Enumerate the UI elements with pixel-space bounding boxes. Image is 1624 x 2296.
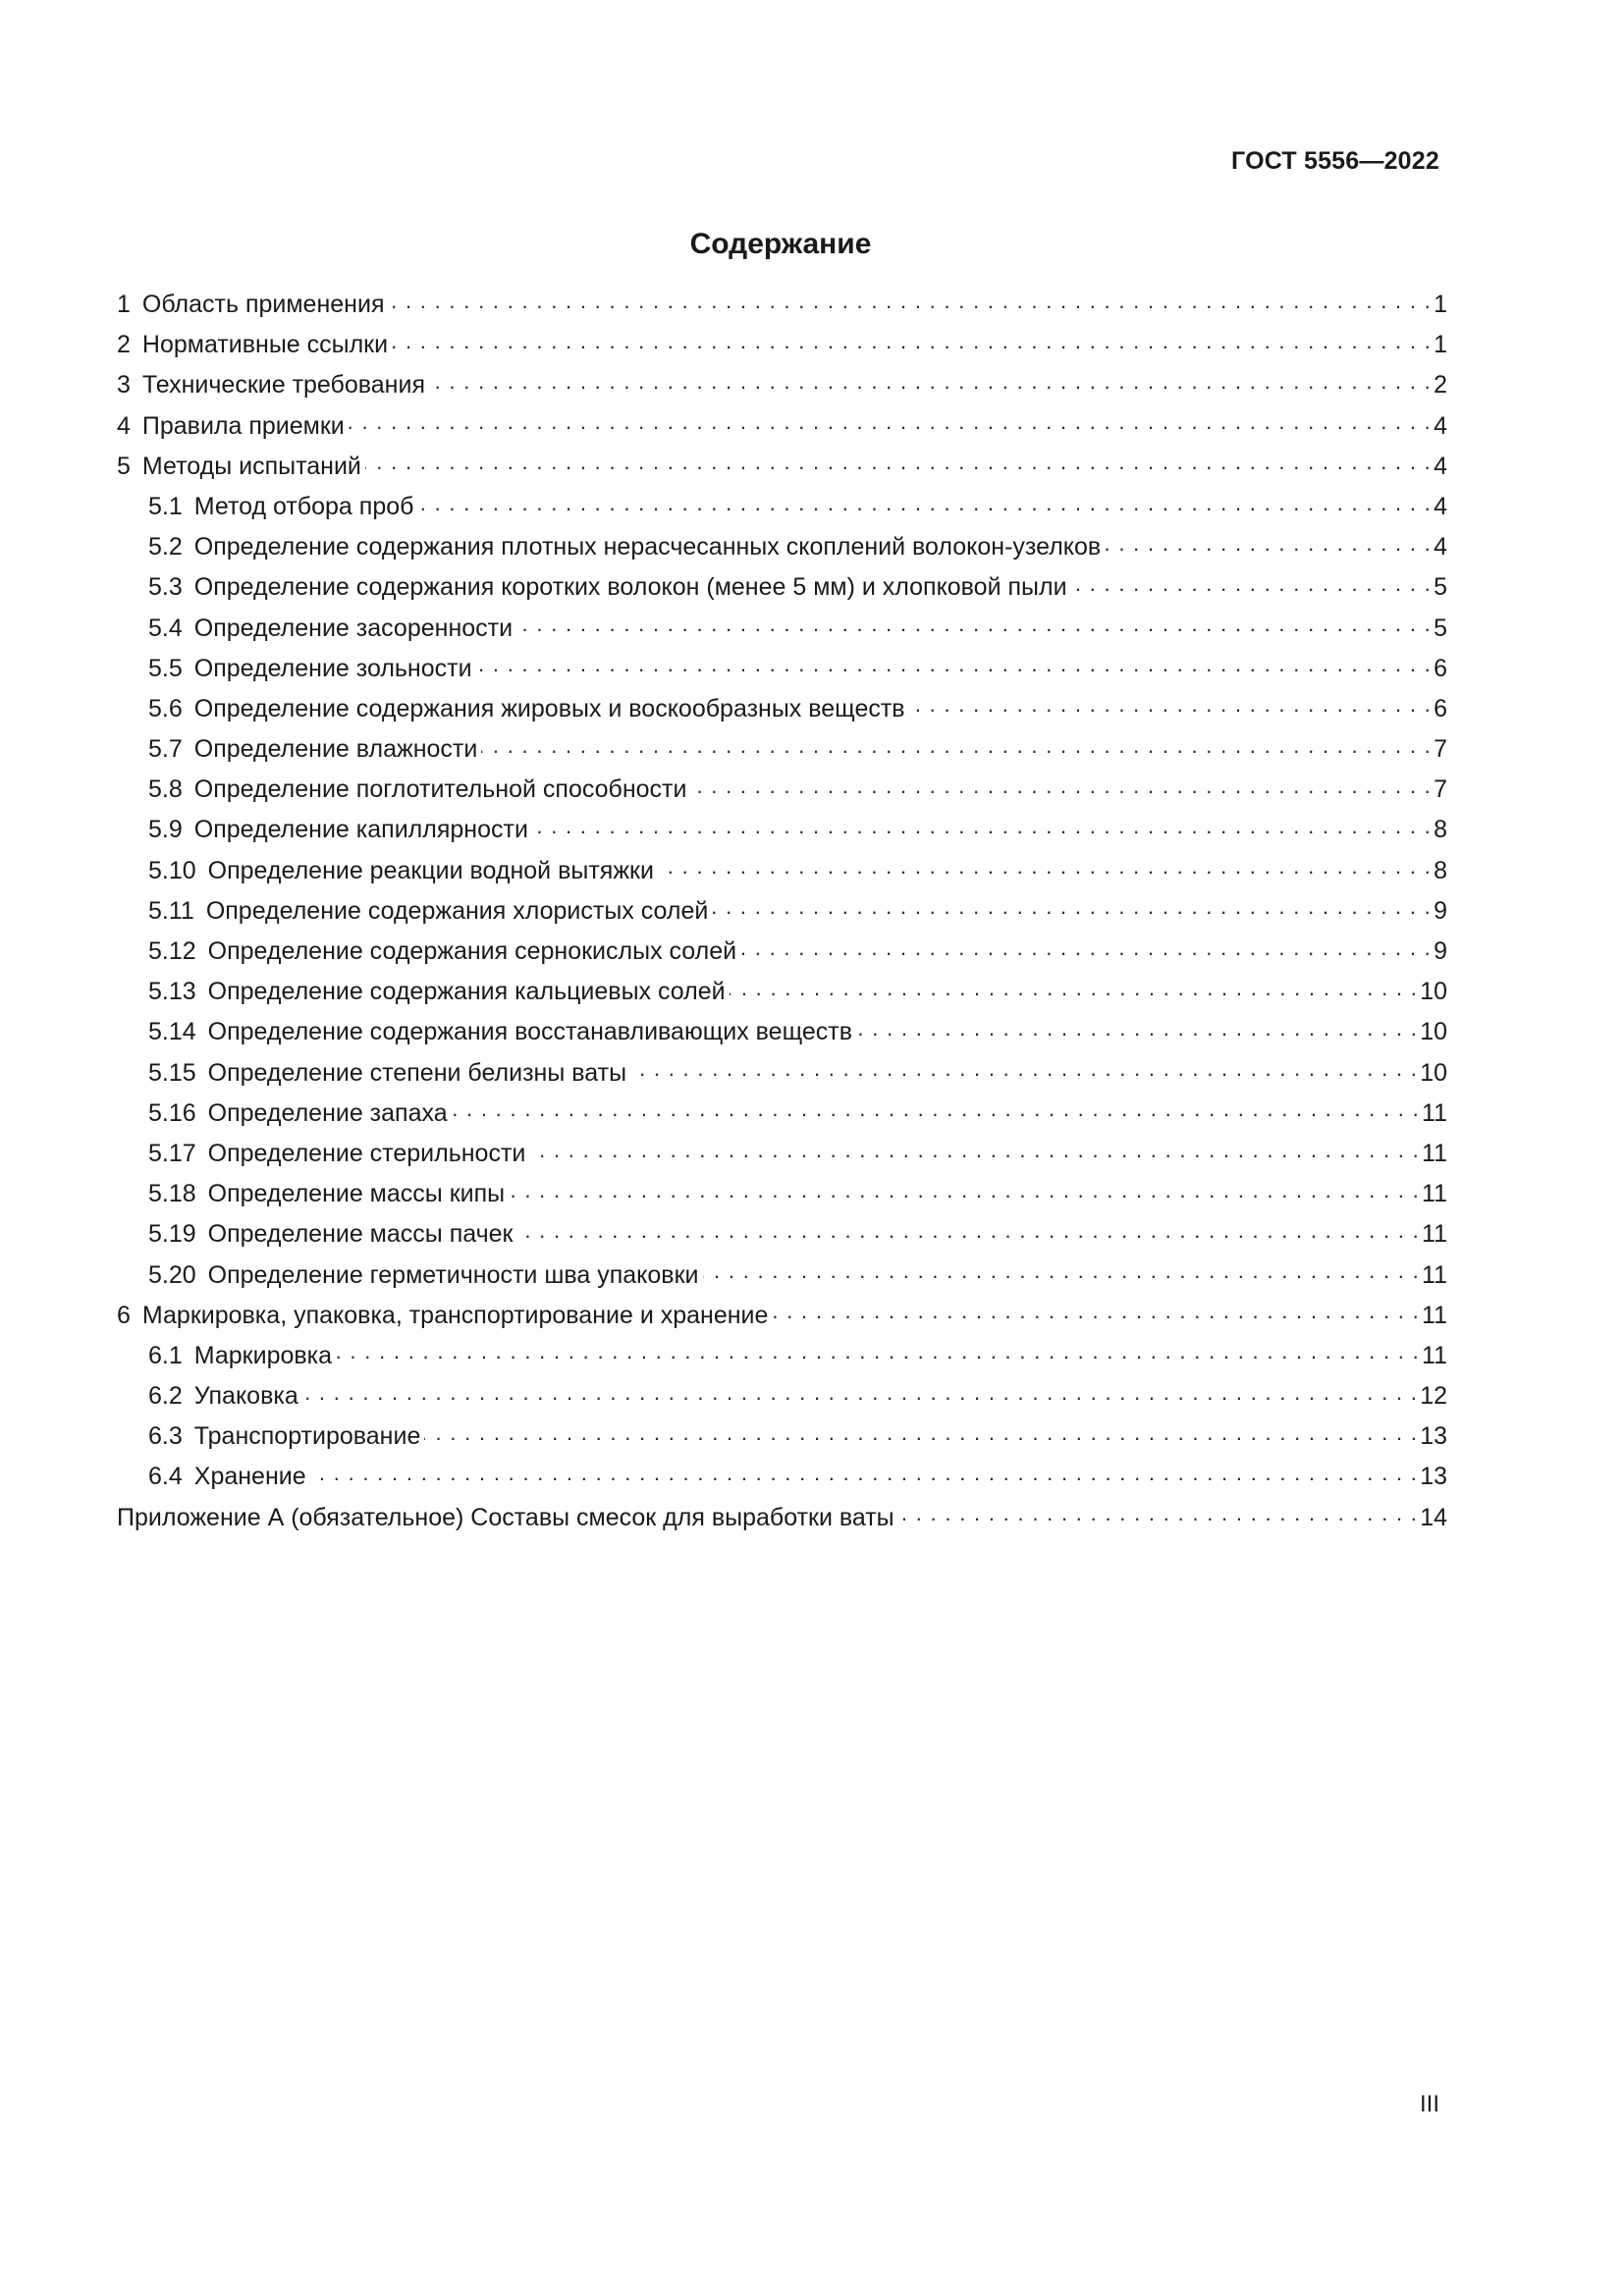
toc-entry-label-group: [148, 729, 477, 770]
toc-dot-leader: [349, 416, 1432, 436]
toc-entry-title: Хранение: [193, 1463, 306, 1491]
toc-dot-leader: [703, 1265, 1421, 1285]
toc-entry[interactable]: [117, 406, 1447, 447]
toc-entry-number: 5.20: [148, 1260, 196, 1289]
toc-dot-leader: [365, 456, 1432, 476]
toc-entry-page: 14: [1420, 1503, 1447, 1531]
toc-entry-number: 5.18: [148, 1180, 196, 1208]
toc-entry-label-group: [148, 1053, 626, 1094]
toc-entry-page: 6: [1434, 654, 1447, 682]
toc-dot-leader: [1071, 578, 1433, 598]
toc-entry-number: 4: [117, 411, 131, 440]
toc-entry-label-group: [117, 325, 388, 365]
toc-dot-leader: [532, 821, 1432, 840]
toc-entry[interactable]: [117, 810, 1447, 850]
toc-dot-leader: [424, 1427, 1418, 1447]
toc-entry-title: Определение стерильности: [207, 1139, 526, 1167]
toc-entry-page: 4: [1434, 533, 1447, 561]
toc-entry-page: 11: [1422, 1180, 1447, 1208]
toc-entry[interactable]: [117, 851, 1447, 891]
toc-dot-leader: [417, 498, 1432, 517]
toc-entry-page: 12: [1420, 1382, 1447, 1411]
toc-entry[interactable]: [117, 1336, 1447, 1376]
toc-entry-label-group: [148, 487, 413, 527]
toc-entry-page: 7: [1434, 735, 1447, 764]
toc-dot-leader: [481, 740, 1432, 760]
toc-entry[interactable]: [117, 447, 1447, 487]
toc-entry-title: Метод отбора проб: [193, 492, 414, 520]
toc-entry-page: 11: [1422, 1301, 1447, 1329]
toc-dot-leader: [452, 1103, 1420, 1123]
toc-appendix-entry[interactable]: [117, 1498, 1447, 1538]
toc-entry-label-group: [148, 609, 513, 649]
toc-entry[interactable]: [117, 285, 1447, 325]
document-code: ГОСТ 5556—2022: [1231, 147, 1439, 175]
toc-entry[interactable]: [117, 609, 1447, 649]
toc-entry[interactable]: [117, 1416, 1447, 1457]
toc-entry-title: Определение содержания коротких волокон (менее 5 мм) и хлопковой пыли: [193, 573, 1067, 602]
toc-entry[interactable]: [117, 891, 1447, 932]
toc-entry-label-group: [148, 689, 905, 729]
toc-entry-number: 5.11: [148, 896, 194, 925]
toc-entry-title: Определение содержания кальциевых солей: [207, 978, 726, 1006]
toc-entry-number: 5.14: [148, 1018, 196, 1046]
toc-entry-number: 5.3: [148, 573, 183, 602]
toc-dot-leader: [509, 1185, 1420, 1204]
toc-entry-title: Определение массы пачек: [207, 1220, 514, 1249]
toc-dot-leader: [712, 901, 1432, 921]
toc-dot-leader: [476, 659, 1433, 678]
toc-entry-title: Определение реакции водной вытяжки: [207, 856, 654, 884]
toc-entry-title: Определение поглотительной способности: [193, 775, 687, 804]
toc-entry-label-group: [148, 1094, 448, 1134]
toc-entry-number: 1: [117, 291, 131, 318]
toc-entry-page: 13: [1420, 1422, 1447, 1451]
toc-entry-page: 10: [1420, 1058, 1447, 1087]
toc-entry-page: 2: [1434, 371, 1447, 400]
toc-dot-leader: [388, 295, 1432, 315]
toc-dot-leader: [690, 780, 1432, 800]
toc-entry-title: Приложение А (обязательное) Составы смесок для выработки ваты: [117, 1503, 894, 1531]
toc-entry-number: 5.1: [148, 492, 183, 520]
toc-entry-number: 5.12: [148, 937, 196, 965]
toc-entry-number: 6: [117, 1301, 131, 1329]
toc-dot-leader: [1105, 538, 1432, 558]
toc-entry-title: Определение капиллярности: [193, 816, 528, 844]
toc-entry-label-group: [148, 770, 686, 810]
page-number: III: [1419, 2091, 1439, 2117]
toc-entry-page: 1: [1434, 331, 1447, 359]
toc-entry-title: Нормативные ссылки: [141, 331, 389, 359]
toc-entry[interactable]: [117, 487, 1447, 527]
toc-entry-page: 4: [1434, 492, 1447, 520]
toc-entry[interactable]: [117, 325, 1447, 365]
toc-dot-leader: [730, 983, 1419, 1002]
toc-entry-title: Определение содержания жировых и воскообразных веществ: [193, 694, 905, 722]
toc-entry-page: 7: [1434, 775, 1447, 804]
toc-entry-title: Технические требования: [141, 371, 425, 400]
toc-entry-label-group: [148, 1012, 852, 1052]
toc-entry-number: 2: [117, 331, 131, 359]
toc-entry-title: Определение содержания восстанавливающих веществ: [207, 1018, 853, 1046]
toc-entry-label-group: [148, 1376, 298, 1416]
toc-entry-label-group: [117, 1296, 768, 1336]
toc-entry-number: 5.13: [148, 978, 196, 1006]
toc-entry-title: Область применения: [141, 291, 385, 318]
toc-entry-title: Маркировка, упаковка, транспортирование и хранение: [141, 1301, 769, 1329]
toc-entry-label-group: [148, 810, 528, 850]
toc-entry-title: Упаковка: [193, 1382, 298, 1411]
toc-entry[interactable]: [117, 770, 1447, 810]
toc-dot-leader: [772, 1306, 1420, 1325]
toc-dot-leader: [310, 1468, 1419, 1487]
toc-entry[interactable]: [117, 365, 1447, 405]
toc-entry-title: Определение герметичности шва упаковки: [207, 1260, 699, 1289]
toc-entry-number: 5.6: [148, 694, 183, 722]
toc-dot-leader: [740, 942, 1432, 962]
toc-entry-number: 5.4: [148, 614, 183, 642]
toc-entry[interactable]: [117, 1457, 1447, 1497]
toc-entry-page: 9: [1434, 937, 1447, 965]
toc-dot-leader: [516, 618, 1432, 638]
toc-entry-page: 5: [1434, 614, 1447, 642]
toc-entry-page: 4: [1434, 411, 1447, 440]
toc-entry[interactable]: [117, 1296, 1447, 1336]
toc-dot-leader: [429, 376, 1432, 396]
toc-entry-label-group: [117, 447, 361, 487]
toc-entry-number: 5: [117, 452, 131, 480]
toc-entry[interactable]: [117, 1376, 1447, 1416]
toc-entry-label-group: [148, 972, 726, 1012]
toc-entry[interactable]: [117, 527, 1447, 567]
toc-entry-page: 11: [1422, 1139, 1447, 1167]
toc-entry-label-group: [148, 649, 472, 689]
toc-entry-number: 6.3: [148, 1422, 183, 1451]
toc-entry-number: 3: [117, 371, 131, 400]
toc-entry-page: 11: [1422, 1220, 1447, 1249]
toc-entry-title: Определение содержания плотных нерасчесанных скоплений волокон-узелков: [193, 533, 1102, 561]
toc-entry-page: 13: [1420, 1463, 1447, 1491]
toc-dot-leader: [302, 1387, 1418, 1407]
toc-entry[interactable]: [117, 972, 1447, 1012]
toc-entry-number: 5.10: [148, 856, 196, 884]
toc-entry-label-group: [148, 1416, 420, 1457]
toc-entry-title: Транспортирование: [193, 1422, 421, 1451]
toc-entry-number: 5.5: [148, 654, 183, 682]
toc-entry-title: Определение засоренности: [193, 614, 514, 642]
toc-entry-number: 5.17: [148, 1139, 196, 1167]
toc-entry-label-group: [148, 1457, 306, 1497]
toc-dot-leader: [529, 1145, 1420, 1164]
toc-entry-page: 10: [1420, 1018, 1447, 1046]
toc-entry-page: 11: [1422, 1098, 1447, 1127]
toc-entry-label-group: [148, 1255, 699, 1296]
toc-entry-label-group: [148, 1336, 332, 1376]
toc-entry-title: Определение массы кипы: [207, 1180, 506, 1208]
toc-entry-number: 5.9: [148, 816, 183, 844]
toc-entry-number: 5.16: [148, 1098, 196, 1127]
toc-entry-number: 5.7: [148, 735, 183, 764]
toc-entry-title: Методы испытаний: [141, 452, 361, 480]
toc-entry-page: 5: [1434, 573, 1447, 602]
toc-entry-label-group: [148, 567, 1067, 608]
toc-dot-leader: [630, 1063, 1418, 1083]
toc-dot-leader: [392, 336, 1432, 355]
toc-entry-number: 5.8: [148, 775, 183, 804]
toc-entry-title: Определение степени белизны ваты: [207, 1058, 627, 1087]
toc-entry-page: 4: [1434, 452, 1447, 480]
toc-entry-page: 9: [1434, 896, 1447, 925]
toc-entry-title: Определение запаха: [207, 1098, 448, 1127]
toc-entry-label-group: [148, 851, 654, 891]
toc-entry-title: Маркировка: [193, 1341, 333, 1369]
toc-entry[interactable]: [117, 1094, 1447, 1134]
toc-entry[interactable]: [117, 689, 1447, 729]
toc-entry-page: 11: [1422, 1341, 1447, 1369]
toc-entry-label-group: [117, 365, 425, 405]
toc-entry[interactable]: [117, 1012, 1447, 1052]
toc-entry-number: 6.1: [148, 1341, 183, 1369]
toc-entry-label-group: [117, 285, 384, 325]
toc-entry[interactable]: [117, 932, 1447, 972]
toc-entry-page: 8: [1434, 816, 1447, 844]
toc-dot-leader: [516, 1225, 1420, 1245]
toc-entry-label-group: [148, 527, 1101, 567]
toc-entry-label-group: [148, 1174, 505, 1214]
toc-entry-number: 6.2: [148, 1382, 183, 1411]
toc-dot-leader: [336, 1346, 1420, 1365]
toc-entry-title: Правила приемки: [141, 411, 345, 440]
toc-entry[interactable]: [117, 649, 1447, 689]
toc-entry-title: Определение зольности: [193, 654, 472, 682]
toc-title: Содержание: [689, 228, 872, 260]
toc-entry-label-group: [148, 932, 736, 972]
toc-entry-title: Определение содержания сернокислых солей: [207, 937, 737, 965]
toc-entry-page: 6: [1434, 694, 1447, 722]
toc-entry-page: 1: [1434, 291, 1447, 318]
toc-entry-number: 5.19: [148, 1220, 196, 1249]
toc-entry[interactable]: [117, 1053, 1447, 1094]
toc-entry-number: 5.15: [148, 1058, 196, 1087]
toc-entry[interactable]: [117, 1174, 1447, 1214]
toc-dot-leader: [658, 861, 1432, 881]
toc-entry-label-group: [148, 891, 708, 932]
toc-entry-title: Определение содержания хлористых солей: [205, 896, 709, 925]
toc-entry-number: 5.2: [148, 533, 183, 561]
toc-dot-leader: [856, 1023, 1418, 1042]
toc-entry-number: 6.4: [148, 1463, 183, 1491]
toc-entry-title: Определение влажности: [193, 735, 478, 764]
table-of-contents: [117, 285, 1447, 1538]
toc-entry-label-group: [117, 1498, 894, 1538]
toc-entry-page: 10: [1420, 978, 1447, 1006]
toc-entry-label-group: [117, 406, 345, 447]
toc-entry[interactable]: [117, 567, 1447, 608]
toc-entry[interactable]: [117, 1255, 1447, 1296]
toc-entry[interactable]: [117, 1214, 1447, 1255]
toc-entry-page: 8: [1434, 856, 1447, 884]
toc-entry-label-group: [148, 1134, 525, 1174]
toc-dot-leader: [909, 699, 1433, 719]
toc-entry[interactable]: [117, 729, 1447, 770]
toc-entry-label-group: [148, 1214, 513, 1255]
toc-dot-leader: [898, 1508, 1419, 1527]
toc-entry-page: 11: [1422, 1260, 1447, 1289]
toc-entry[interactable]: [117, 1134, 1447, 1174]
